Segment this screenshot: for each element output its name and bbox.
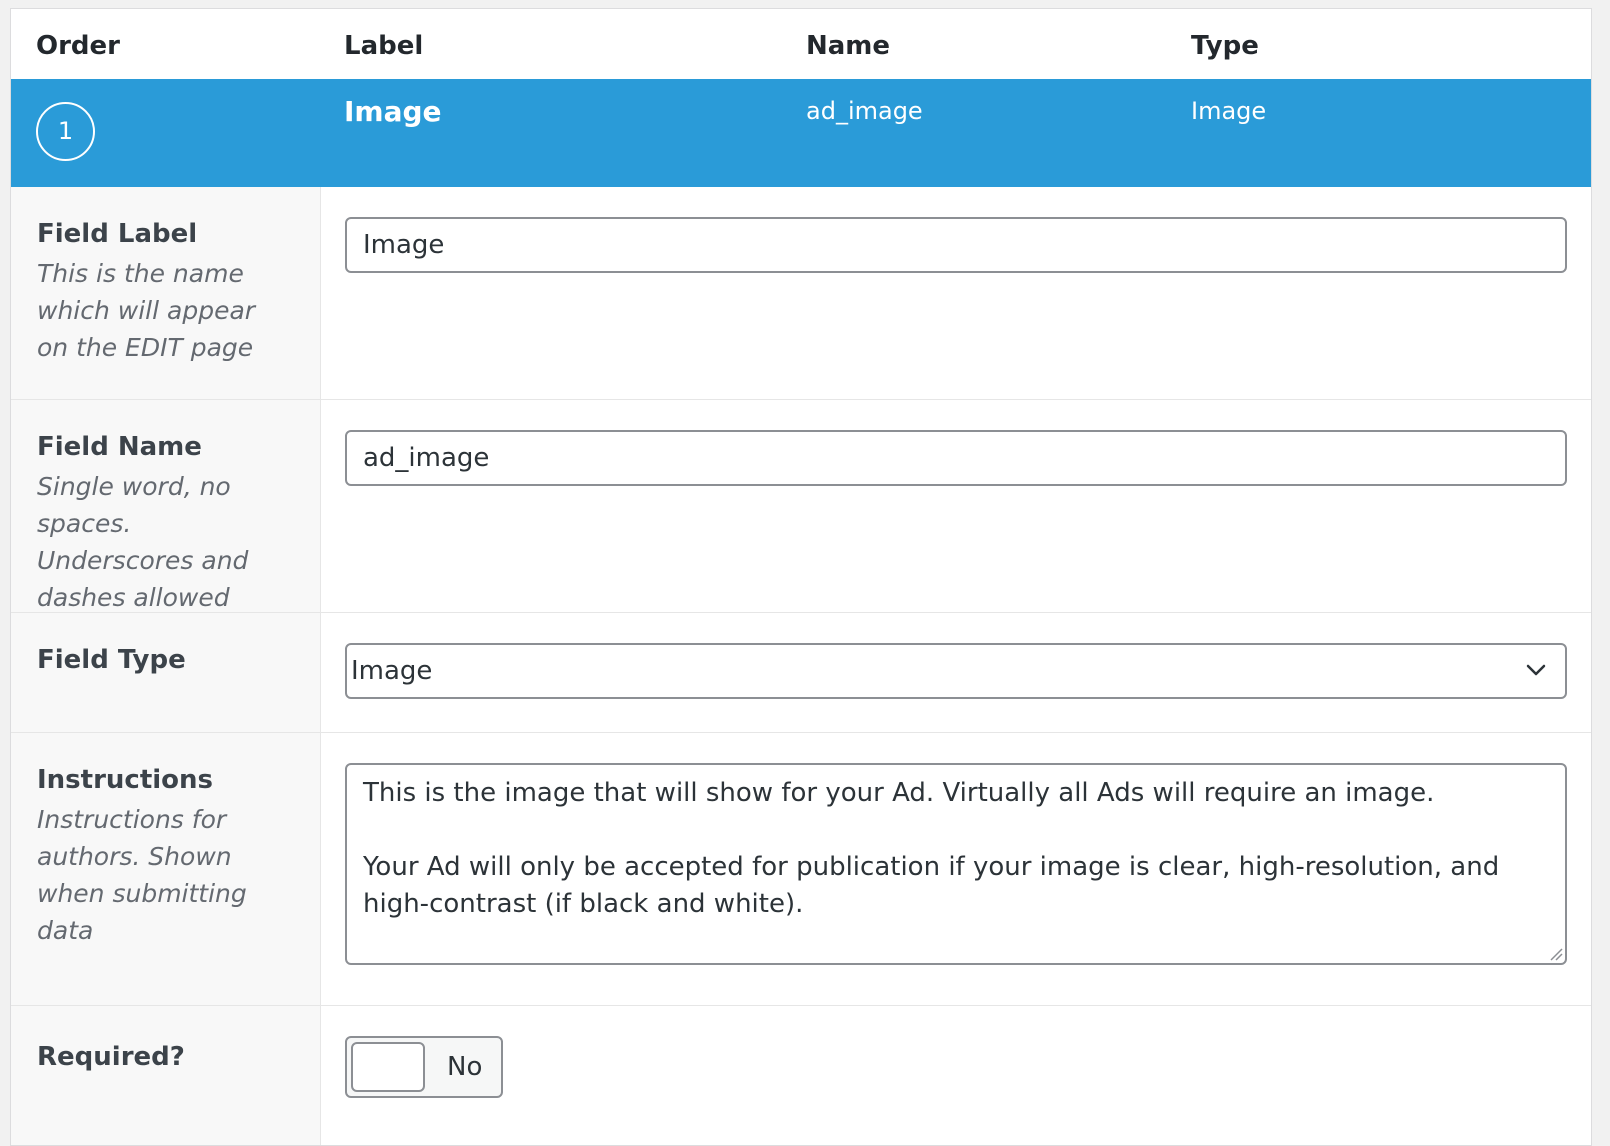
field-settings (11, 187, 1591, 1146)
field-editor-panel (10, 8, 1592, 1146)
header-name: Name (806, 31, 891, 61)
field-type-selected: Image (351, 656, 433, 686)
setting-input-cell (321, 1006, 1591, 1146)
setting-input-cell (321, 187, 1591, 399)
field-name-title: Field Name (37, 432, 202, 462)
chevron-down-icon (1525, 659, 1547, 681)
field-row-type: Image (1191, 97, 1267, 125)
setting-required (11, 1006, 1591, 1146)
field-type-select[interactable] (345, 643, 1567, 699)
setting-instructions (11, 733, 1591, 1006)
field-type-title: Field Type (37, 645, 186, 675)
order-handle[interactable]: 1 (36, 102, 95, 161)
instructions-textarea[interactable] (345, 763, 1567, 965)
fields-table-header (11, 9, 1591, 80)
instructions-title: Instructions (37, 765, 214, 795)
setting-label-cell (11, 613, 321, 732)
setting-label-cell (11, 400, 321, 612)
field-label-input[interactable]: Image (345, 217, 1567, 273)
required-toggle[interactable] (345, 1036, 503, 1098)
setting-label-cell (11, 1006, 321, 1146)
setting-input-cell (321, 733, 1591, 1005)
instructions-paragraph-2: Your Ad will only be accepted for publication if your image is clear, high-resolution, and high-contrast (if black and white). (363, 852, 1500, 919)
field-label-title: Field Label (37, 219, 198, 249)
required-title: Required? (37, 1042, 185, 1072)
instructions-description: Instructions for authors. Shown when submitting data (37, 805, 247, 945)
resize-grip-icon[interactable] (1549, 947, 1563, 961)
field-row-image[interactable] (11, 79, 1591, 187)
setting-input-cell (321, 613, 1591, 732)
field-name-input[interactable]: ad_image (345, 430, 1567, 486)
field-label-description: This is the name which will appear on the EDIT page (37, 259, 256, 362)
toggle-knob (351, 1042, 425, 1092)
setting-label-cell (11, 187, 321, 399)
setting-field-type (11, 613, 1591, 733)
setting-input-cell (321, 400, 1591, 612)
setting-label-cell (11, 733, 321, 1005)
field-row-label[interactable]: Image (344, 95, 442, 128)
instructions-paragraph-1: This is the image that will show for your Ad. Virtually all Ads will require an image. (363, 778, 1435, 808)
header-label: Label (344, 31, 424, 61)
field-name-description: Single word, no spaces. Underscores and dashes allowed (37, 472, 249, 612)
setting-field-label (11, 187, 1591, 400)
field-row-name: ad_image (806, 97, 923, 125)
required-toggle-state: No (447, 1052, 483, 1082)
header-order: Order (36, 31, 120, 61)
header-type: Type (1191, 31, 1259, 61)
setting-field-name (11, 400, 1591, 613)
